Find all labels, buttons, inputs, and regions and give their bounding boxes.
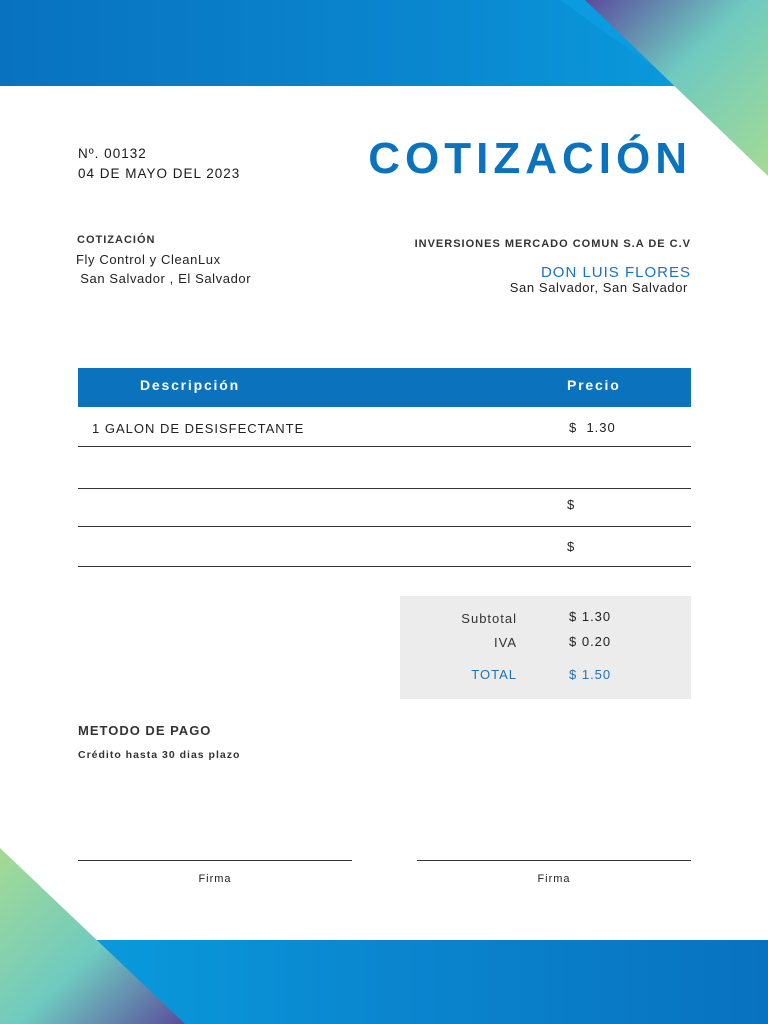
quote-date: 04 DE MAYO DEL 2023 xyxy=(78,166,241,181)
row-divider xyxy=(78,566,691,567)
subtotal-value: $ 1.30 xyxy=(569,609,612,624)
subtotal-label: Subtotal xyxy=(461,611,517,626)
row-divider xyxy=(78,488,691,489)
row-3-price: $ xyxy=(567,497,576,512)
client-company: INVERSIONES MERCADO COMUN S.A DE C.V xyxy=(414,238,691,250)
sender-company: Fly Control y CleanLux xyxy=(76,252,221,267)
signature-line-left xyxy=(78,860,352,861)
sender-heading: COTIZACIÓN xyxy=(77,234,156,246)
document-title: COTIZACIÓN xyxy=(368,134,692,183)
signature-line-right xyxy=(417,860,691,861)
payment-terms: Crédito hasta 30 dias plazo xyxy=(78,749,241,761)
client-address: San Salvador, San Salvador xyxy=(509,280,688,295)
row-1-price: $ 1.30 xyxy=(569,420,616,435)
header-price: Precio xyxy=(567,377,621,393)
quote-number: Nº. 00132 xyxy=(78,146,147,161)
signature-label-left: Firma xyxy=(198,873,232,885)
total-label: TOTAL xyxy=(471,667,517,682)
row-4-price: $ xyxy=(567,539,576,554)
client-contact: DON LUIS FLORES xyxy=(540,264,691,281)
totals-box xyxy=(400,596,691,699)
header-description: Descripción xyxy=(140,377,240,393)
row-divider xyxy=(78,446,691,447)
sender-address: San Salvador , El Salvador xyxy=(76,271,252,286)
total-value: $ 1.50 xyxy=(569,667,612,682)
iva-value: $ 0.20 xyxy=(569,634,612,649)
payment-method-title: METODO DE PAGO xyxy=(78,723,212,738)
iva-label: IVA xyxy=(494,635,517,650)
signature-label-right: Firma xyxy=(537,873,571,885)
row-1-description: 1 GALON DE DESISFECTANTE xyxy=(92,421,305,436)
row-divider xyxy=(78,526,691,527)
